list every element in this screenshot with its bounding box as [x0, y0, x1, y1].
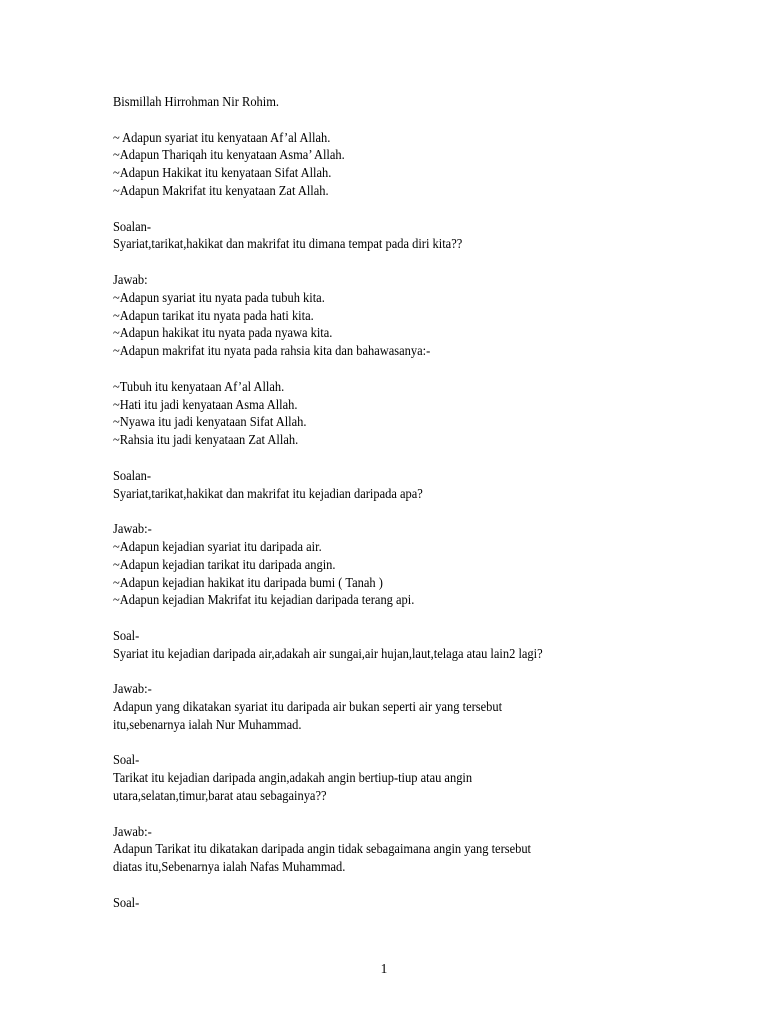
text-line: Soal-: [113, 627, 140, 643]
text-line: ~Adapun kejadian Makrifat itu kejadian daripada terang api.: [113, 592, 415, 608]
paragraph: [113, 93, 634, 111]
text-line: ~Adapun Makrifat itu kenyataan Zat Allah.: [113, 182, 329, 198]
paragraph: [113, 627, 634, 663]
paragraph: [113, 129, 634, 200]
text-line: Soal-: [113, 752, 140, 768]
text-line: ~Adapun Hakikat itu kenyataan Sifat Allah.: [113, 165, 332, 181]
text-line: Jawab:-: [113, 681, 152, 697]
text-line: ~Adapun hakikat itu nyata pada nyawa kita.: [113, 325, 333, 341]
document-body: [113, 93, 634, 929]
text-line: Syariat,tarikat,hakikat dan makrifat itu dimana tempat pada diri kita??: [113, 236, 463, 252]
text-line: ~Adapun makrifat itu nyata pada rahsia kita dan bahawasanya:-: [113, 343, 431, 359]
text-line: ~Tubuh itu kenyataan Af’al Allah.: [113, 378, 285, 394]
paragraph: [113, 378, 634, 449]
paragraph: [113, 680, 634, 733]
text-line: diatas itu,Sebenarnya ialah Nafas Muhammad.: [113, 859, 346, 875]
text-line: ~Adapun kejadian tarikat itu daripada angin.: [113, 556, 336, 572]
paragraph: [113, 467, 634, 503]
paragraph: [113, 751, 634, 804]
paragraph: [113, 218, 634, 254]
text-line: ~Adapun syariat itu nyata pada tubuh kita.: [113, 289, 325, 305]
paragraph: [113, 271, 634, 360]
text-line: itu,sebenarnya ialah Nur Muhammad.: [113, 716, 302, 732]
paragraph: [113, 823, 634, 876]
text-line: Soalan-: [113, 218, 152, 234]
text-line: Jawab:-: [113, 823, 152, 839]
text-line: Soalan-: [113, 467, 152, 483]
text-line: ~Hati itu jadi kenyataan Asma Allah.: [113, 396, 298, 412]
text-line: Jawab:-: [113, 521, 152, 537]
text-line: utara,selatan,timur,barat atau sebagainya??: [113, 788, 327, 804]
text-line: Jawab:: [113, 271, 148, 287]
text-line: Syariat,tarikat,hakikat dan makrifat itu kejadian daripada apa?: [113, 485, 423, 501]
text-line: ~Adapun Thariqah itu kenyataan Asma’ Allah.: [113, 147, 345, 163]
text-line: ~Adapun kejadian syariat itu daripada air.: [113, 538, 322, 554]
text-line: ~Nyawa itu jadi kenyataan Sifat Allah.: [113, 414, 307, 430]
text-line: Adapun yang dikatakan syariat itu daripada air bukan seperti air yang tersebut: [113, 699, 503, 715]
text-line: ~ Adapun syariat itu kenyataan Af’al Allah.: [113, 129, 331, 145]
text-line: Syariat itu kejadian daripada air,adakah air sungai,air hujan,laut,telaga atau lain2 lagi?: [113, 645, 543, 661]
text-line: Soal-: [113, 894, 140, 910]
text-line: ~Adapun tarikat itu nyata pada hati kita.: [113, 307, 314, 323]
text-line: ~Rahsia itu jadi kenyataan Zat Allah.: [113, 432, 299, 448]
text-line: ~Adapun kejadian hakikat itu daripada bumi ( Tanah ): [113, 574, 383, 590]
text-line: Adapun Tarikat itu dikatakan daripada angin tidak sebagaimana angin yang tersebut: [113, 841, 532, 857]
text-line: Tarikat itu kejadian daripada angin,adakah angin bertiup-tiup atau angin: [113, 770, 473, 786]
paragraph: [113, 894, 634, 912]
paragraph: [113, 520, 634, 609]
page-number: 1: [380, 961, 388, 976]
text-line: Bismillah Hirrohman Nir Rohim.: [113, 94, 280, 109]
